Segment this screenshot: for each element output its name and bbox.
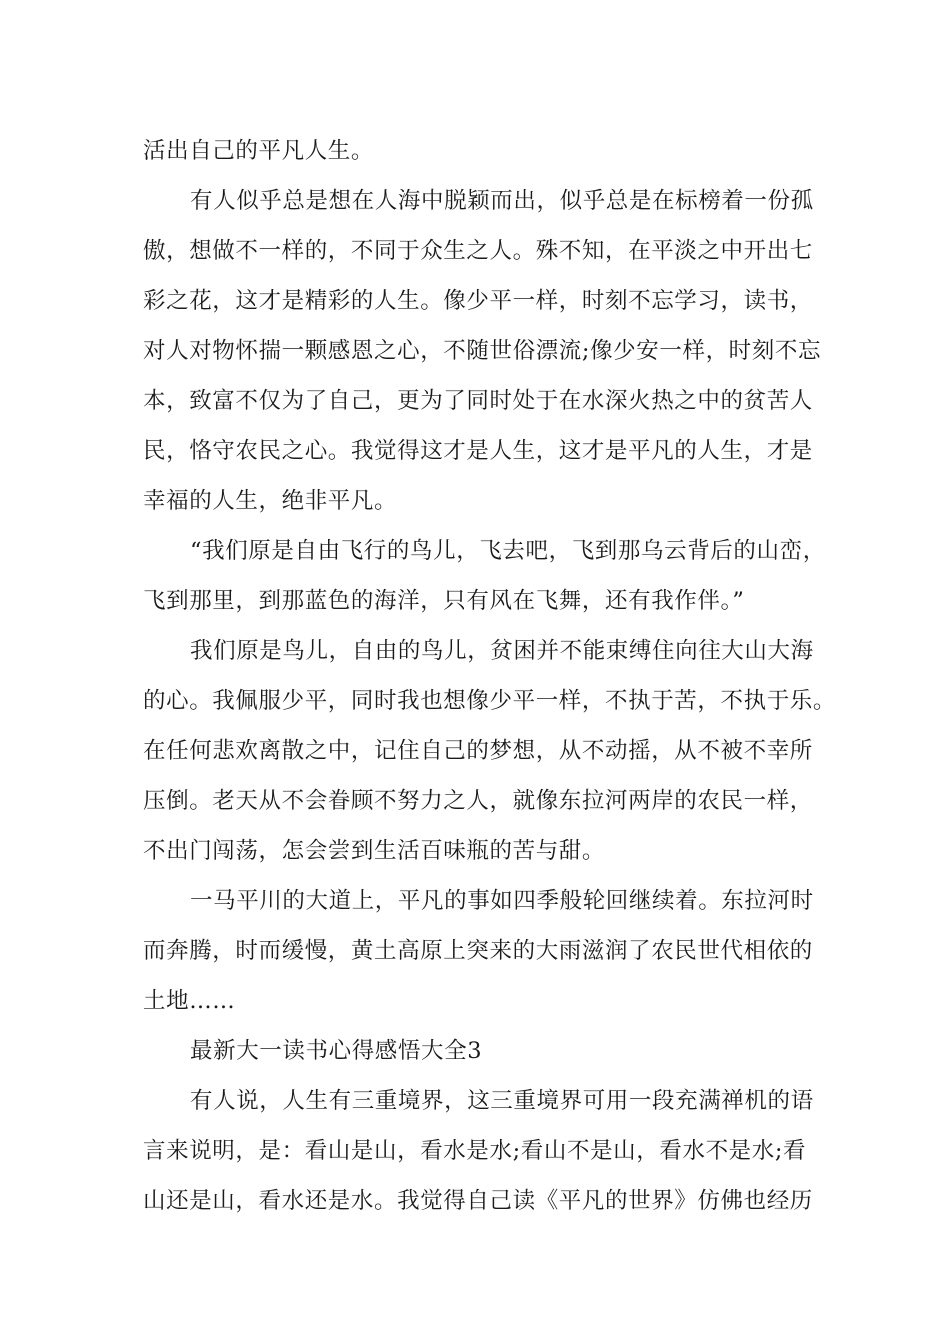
paragraph-line: 我们原是鸟儿，自由的鸟儿，贫困并不能束缚住向往大山大海 bbox=[190, 638, 814, 664]
paragraph-line: 傲，想做不一样的，不同于众生之人。殊不知，在平淡之中开出七 bbox=[143, 238, 813, 264]
paragraph-line: 民，恪守农民之心。我觉得这才是人生，这才是平凡的人生，才是 bbox=[143, 438, 813, 464]
paragraph-line: 山还是山，看水还是水。我觉得自己读《平凡的世界》仿佛也经历 bbox=[143, 1188, 813, 1214]
paragraph-line: 彩之花，这才是精彩的人生。像少平一样，时刻不忘学习，读书， bbox=[143, 288, 813, 314]
paragraph-line: 而奔腾，时而缓慢，黄土高原上突来的大雨滋润了农民世代相依的 bbox=[143, 938, 813, 964]
paragraph-line: 本，致富不仅为了自己，更为了同时处于在水深火热之中的贫苦人 bbox=[143, 388, 813, 414]
quote-line: 飞到那里，到那蓝色的海洋，只有风在飞舞，还有我作伴。” bbox=[143, 588, 745, 614]
paragraph-line: 对人对物怀揣一颗感恩之心，不随世俗漂流;像少安一样，时刻不忘 bbox=[143, 338, 822, 364]
paragraph-line: 活出自己的平凡人生。 bbox=[143, 138, 375, 164]
paragraph-line: 言来说明，是：看山是山，看水是水;看山不是山，看水不是水;看 bbox=[143, 1138, 807, 1164]
paragraph-line: 幸福的人生，绝非平凡。 bbox=[143, 488, 398, 514]
paragraph-line: 有人似乎总是想在人海中脱颖而出，似乎总是在标榜着一份孤 bbox=[190, 188, 814, 214]
paragraph-line: 一马平川的大道上，平凡的事如四季般轮回继续着。东拉河时 bbox=[190, 888, 814, 914]
paragraph-line: 有人说，人生有三重境界，这三重境界可用一段充满禅机的语 bbox=[190, 1088, 814, 1114]
paragraph-line: 在任何悲欢离散之中，记住自己的梦想，从不动摇，从不被不幸所 bbox=[143, 738, 813, 764]
paragraph-line: 的心。我佩服少平，同时我也想像少平一样，不执于苦，不执于乐。 bbox=[143, 688, 837, 714]
paragraph-line: 不出门闯荡，怎会尝到生活百味瓶的苦与甜。 bbox=[143, 838, 606, 864]
paragraph-line: 土地…… bbox=[143, 988, 236, 1014]
section-heading: 最新大一读书心得感悟大全3 bbox=[190, 1038, 483, 1064]
paragraph-line: 压倒。老天从不会眷顾不努力之人，就像东拉河两岸的农民一样， bbox=[143, 788, 813, 814]
quote-line: “我们原是自由飞行的鸟儿，飞去吧，飞到那乌云背后的山峦， bbox=[190, 538, 826, 564]
